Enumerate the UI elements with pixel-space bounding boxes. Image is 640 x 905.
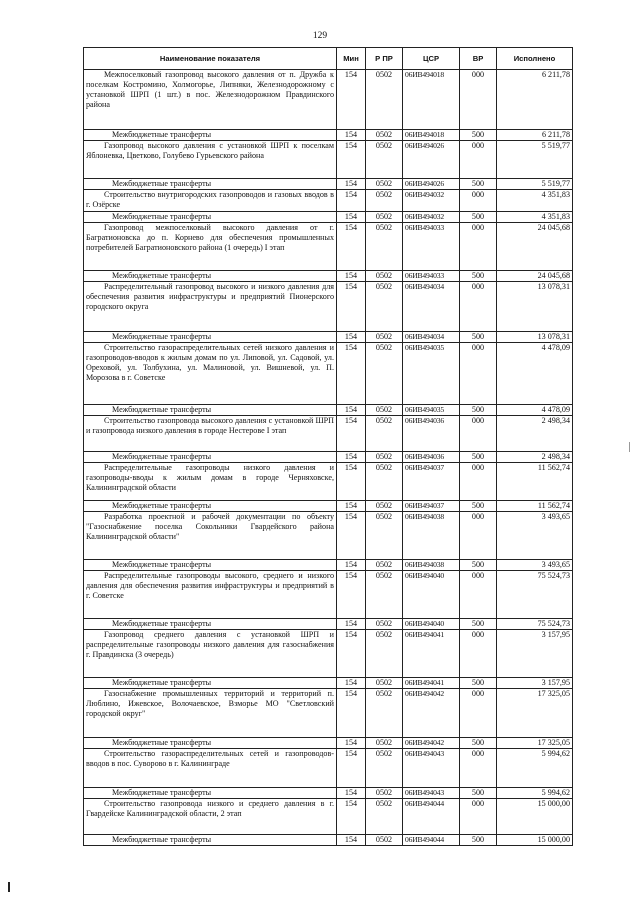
header-done: Исполнено (497, 48, 573, 70)
cell-rpr: 0502 (366, 343, 403, 405)
margin-mark (8, 882, 10, 892)
cell-rpr: 0502 (366, 271, 403, 282)
cell-csr: 06ИВ494042 (403, 689, 460, 738)
cell-done: 5 994,62 (497, 749, 573, 788)
cell-min: 154 (337, 835, 366, 846)
cell-rpr: 0502 (366, 405, 403, 416)
cell-vr: 000 (460, 571, 497, 619)
cell-name: Газоснабжение промышленных территорий и территорий п. Люблино, Ижевское, Волочаевское, Взморье МО "Светловский городской округ" (84, 689, 337, 738)
cell-done: 24 045,68 (497, 223, 573, 271)
cell-done: 17 325,05 (497, 689, 573, 738)
cell-csr: 06ИВ494032 (403, 212, 460, 223)
cell-min: 154 (337, 452, 366, 463)
cell-done: 2 498,34 (497, 452, 573, 463)
cell-vr: 500 (460, 678, 497, 689)
cell-min: 154 (337, 799, 366, 835)
cell-vr: 500 (460, 405, 497, 416)
cell-csr: 06ИВ494043 (403, 788, 460, 799)
cell-done: 4 351,83 (497, 190, 573, 212)
cell-min: 154 (337, 212, 366, 223)
cell-rpr: 0502 (366, 788, 403, 799)
table-header-row (84, 48, 573, 70)
cell-done: 13 078,31 (497, 332, 573, 343)
cell-min: 154 (337, 332, 366, 343)
cell-rpr: 0502 (366, 799, 403, 835)
cell-done: 6 211,78 (497, 130, 573, 141)
cell-name: Межбюджетные трансферты (84, 560, 337, 571)
cell-name: Строительство газораспределительных сетей и газопроводов-вводов в пос. Суворово в г. Калининграде (84, 749, 337, 788)
cell-min: 154 (337, 405, 366, 416)
cell-done: 3 157,95 (497, 630, 573, 678)
cell-min: 154 (337, 630, 366, 678)
cell-done: 3 493,65 (497, 560, 573, 571)
cell-vr: 000 (460, 343, 497, 405)
cell-vr: 000 (460, 223, 497, 271)
table-row (84, 560, 573, 571)
cell-done: 15 000,00 (497, 835, 573, 846)
table-row (84, 70, 573, 130)
cell-min: 154 (337, 560, 366, 571)
cell-done: 15 000,00 (497, 799, 573, 835)
cell-rpr: 0502 (366, 689, 403, 738)
cell-rpr: 0502 (366, 223, 403, 271)
cell-min: 154 (337, 190, 366, 212)
table-row (84, 738, 573, 749)
cell-done: 5 519,77 (497, 141, 573, 179)
cell-name: Межбюджетные трансферты (84, 678, 337, 689)
cell-done: 17 325,05 (497, 738, 573, 749)
table-row (84, 463, 573, 501)
cell-vr: 500 (460, 501, 497, 512)
cell-vr: 500 (460, 452, 497, 463)
cell-min: 154 (337, 678, 366, 689)
header-csr: ЦСР (403, 48, 460, 70)
cell-csr: 06ИВ494032 (403, 190, 460, 212)
cell-csr: 06ИВ494037 (403, 463, 460, 501)
cell-csr: 06ИВ494037 (403, 501, 460, 512)
table-row (84, 130, 573, 141)
cell-name: Разработка проектной и рабочей документации по объекту "Газоснабжение поселка Сокольники Гвардейского района Калининградской области" (84, 512, 337, 560)
cell-rpr: 0502 (366, 332, 403, 343)
cell-done: 5 519,77 (497, 179, 573, 190)
cell-rpr: 0502 (366, 190, 403, 212)
cell-vr: 500 (460, 271, 497, 282)
cell-min: 154 (337, 619, 366, 630)
cell-name: Газопровод межпоселковый высокого давления от г. Багратионовска до п. Корнево для обеспечения промышленных потребителей Багратионовского района (1 очередь) I этап (84, 223, 337, 271)
cell-vr: 000 (460, 282, 497, 332)
cell-csr: 06ИВ494038 (403, 560, 460, 571)
cell-vr: 000 (460, 512, 497, 560)
cell-min: 154 (337, 130, 366, 141)
cell-csr: 06ИВ494034 (403, 332, 460, 343)
cell-vr: 500 (460, 619, 497, 630)
cell-name: Газопровод высокого давления с установкой ШРП к поселкам Яблоневка, Цветково, Голубево Гурьевского района (84, 141, 337, 179)
cell-done: 75 524,73 (497, 619, 573, 630)
cell-csr: 06ИВ494033 (403, 271, 460, 282)
cell-min: 154 (337, 223, 366, 271)
cell-rpr: 0502 (366, 512, 403, 560)
cell-csr: 06ИВ494018 (403, 130, 460, 141)
cell-min: 154 (337, 463, 366, 501)
cell-name: Межбюджетные трансферты (84, 332, 337, 343)
header-vr: ВР (460, 48, 497, 70)
cell-name: Межбюджетные трансферты (84, 835, 337, 846)
cell-vr: 500 (460, 560, 497, 571)
cell-name: Межбюджетные трансферты (84, 738, 337, 749)
cell-rpr: 0502 (366, 179, 403, 190)
cell-min: 154 (337, 70, 366, 130)
cell-name: Газопровод среднего давления с установкой ШРП и распределительные газопроводы низкого давления для газоснабжения г. Правдинска (3 очередь) (84, 630, 337, 678)
cell-csr: 06ИВ494040 (403, 619, 460, 630)
cell-min: 154 (337, 571, 366, 619)
cell-done: 2 498,34 (497, 416, 573, 452)
cell-rpr: 0502 (366, 619, 403, 630)
cell-vr: 000 (460, 141, 497, 179)
cell-done: 24 045,68 (497, 271, 573, 282)
cell-min: 154 (337, 282, 366, 332)
cell-name: Межбюджетные трансферты (84, 452, 337, 463)
cell-name: Строительство газопровода высокого давления с установкой ШРП и газопровода низкого давления в городе Нестерове I этап (84, 416, 337, 452)
cell-csr: 06ИВ494038 (403, 512, 460, 560)
table-row (84, 749, 573, 788)
table-row (84, 271, 573, 282)
cell-vr: 500 (460, 130, 497, 141)
cell-min: 154 (337, 271, 366, 282)
cell-csr: 06ИВ494044 (403, 835, 460, 846)
cell-vr: 500 (460, 835, 497, 846)
cell-vr: 500 (460, 788, 497, 799)
table-row (84, 405, 573, 416)
table-row (84, 630, 573, 678)
cell-csr: 06ИВ494018 (403, 70, 460, 130)
cell-rpr: 0502 (366, 463, 403, 501)
cell-rpr: 0502 (366, 70, 403, 130)
cell-vr: 000 (460, 416, 497, 452)
cell-rpr: 0502 (366, 501, 403, 512)
table-row (84, 179, 573, 190)
cell-csr: 06ИВ494041 (403, 630, 460, 678)
cell-name: Строительство внутригородских газопроводов и газовых вводов в г. Озёрске (84, 190, 337, 212)
budget-table (83, 47, 573, 846)
cell-rpr: 0502 (366, 835, 403, 846)
cell-name: Межбюджетные трансферты (84, 788, 337, 799)
cell-min: 154 (337, 343, 366, 405)
cell-vr: 500 (460, 212, 497, 223)
cell-done: 4 478,09 (497, 343, 573, 405)
table-row (84, 343, 573, 405)
cell-name: Распределительный газопровод высокого и низкого давления для обеспечения развития инфраструктуры и предприятий Пионерского городского округа (84, 282, 337, 332)
cell-rpr: 0502 (366, 130, 403, 141)
table-row (84, 416, 573, 452)
cell-name: Строительство газораспределительных сетей низкого давления и газопроводов-вводов к жилым домам по ул. Липовой, ул. Садовой, ул. Ореховой, ул. Толбухина, ул. Малиновой, ул. Вишневой, ул. П. Морозова в г. Советске (84, 343, 337, 405)
table-row (84, 332, 573, 343)
cell-rpr: 0502 (366, 630, 403, 678)
table-row (84, 223, 573, 271)
cell-name: Межбюджетные трансферты (84, 212, 337, 223)
cell-name: Распределительные газопроводы низкого давления и газопроводы-вводы к жилым домам в городе Черняховске, Калининградской области (84, 463, 337, 501)
page-number: 129 (312, 31, 328, 41)
cell-rpr: 0502 (366, 212, 403, 223)
cell-done: 6 211,78 (497, 70, 573, 130)
cell-vr: 500 (460, 738, 497, 749)
cell-csr: 06ИВ494043 (403, 749, 460, 788)
cell-vr: 500 (460, 332, 497, 343)
table-row (84, 512, 573, 560)
cell-vr: 000 (460, 70, 497, 130)
cell-csr: 06ИВ494036 (403, 416, 460, 452)
cell-rpr: 0502 (366, 282, 403, 332)
cell-vr: 000 (460, 190, 497, 212)
table-row (84, 141, 573, 179)
cell-rpr: 0502 (366, 452, 403, 463)
cell-vr: 000 (460, 689, 497, 738)
cell-name: Межбюджетные трансферты (84, 271, 337, 282)
cell-done: 4 351,83 (497, 212, 573, 223)
cell-rpr: 0502 (366, 571, 403, 619)
table-row (84, 689, 573, 738)
cell-csr: 06ИВ494034 (403, 282, 460, 332)
cell-csr: 06ИВ494042 (403, 738, 460, 749)
cell-rpr: 0502 (366, 416, 403, 452)
cell-done: 5 994,62 (497, 788, 573, 799)
cell-name: Межбюджетные трансферты (84, 619, 337, 630)
header-rpr: Р ПР (366, 48, 403, 70)
cell-min: 154 (337, 179, 366, 190)
cell-done: 11 562,74 (497, 501, 573, 512)
cell-done: 75 524,73 (497, 571, 573, 619)
cell-csr: 06ИВ494026 (403, 179, 460, 190)
cell-done: 3 157,95 (497, 678, 573, 689)
cell-name: Межбюджетные трансферты (84, 405, 337, 416)
cell-vr: 000 (460, 630, 497, 678)
table-row (84, 788, 573, 799)
table-row (84, 571, 573, 619)
cell-csr: 06ИВ494036 (403, 452, 460, 463)
cell-rpr: 0502 (366, 560, 403, 571)
cell-done: 4 478,09 (497, 405, 573, 416)
cell-name: Межбюджетные трансферты (84, 501, 337, 512)
cell-min: 154 (337, 788, 366, 799)
cell-vr: 500 (460, 179, 497, 190)
table-body (84, 70, 573, 846)
cell-csr: 06ИВ494035 (403, 343, 460, 405)
cell-rpr: 0502 (366, 749, 403, 788)
cell-done: 11 562,74 (497, 463, 573, 501)
cell-min: 154 (337, 689, 366, 738)
header-name: Наименование показателя (84, 48, 337, 70)
cell-csr: 06ИВ494040 (403, 571, 460, 619)
cell-name: Строительство газопровода низкого и среднего давления в г. Гвардейске Калининградской области, 2 этап (84, 799, 337, 835)
cell-rpr: 0502 (366, 678, 403, 689)
table-row (84, 212, 573, 223)
table-row (84, 501, 573, 512)
cell-min: 154 (337, 141, 366, 179)
cell-rpr: 0502 (366, 738, 403, 749)
cell-vr: 000 (460, 463, 497, 501)
cell-csr: 06ИВ494026 (403, 141, 460, 179)
table-row (84, 452, 573, 463)
table-row (84, 835, 573, 846)
cell-csr: 06ИВ494033 (403, 223, 460, 271)
cell-min: 154 (337, 512, 366, 560)
cell-csr: 06ИВ494041 (403, 678, 460, 689)
cell-vr: 000 (460, 749, 497, 788)
cell-min: 154 (337, 416, 366, 452)
cell-min: 154 (337, 749, 366, 788)
table-row (84, 678, 573, 689)
table-row (84, 619, 573, 630)
cell-csr: 06ИВ494035 (403, 405, 460, 416)
cell-done: 13 078,31 (497, 282, 573, 332)
scan-mark (629, 442, 630, 452)
cell-rpr: 0502 (366, 141, 403, 179)
header-min: Мин (337, 48, 366, 70)
cell-name: Распределительные газопроводы высокого, среднего и низкого давления для обеспечения развития инфраструктуры и предприятий в г. Советске (84, 571, 337, 619)
table-row (84, 190, 573, 212)
cell-name: Межпоселковый газопровод высокого давления от п. Дружба к поселкам Костромино, Холмогорье, Липняки, Железнодорожному с установкой ШРП (1 шт.) в пос. Железнодорожном Правдинского района (84, 70, 337, 130)
table-row (84, 799, 573, 835)
cell-min: 154 (337, 738, 366, 749)
table-row (84, 282, 573, 332)
cell-name: Межбюджетные трансферты (84, 179, 337, 190)
cell-vr: 000 (460, 799, 497, 835)
cell-name: Межбюджетные трансферты (84, 130, 337, 141)
cell-csr: 06ИВ494044 (403, 799, 460, 835)
cell-min: 154 (337, 501, 366, 512)
cell-done: 3 493,65 (497, 512, 573, 560)
